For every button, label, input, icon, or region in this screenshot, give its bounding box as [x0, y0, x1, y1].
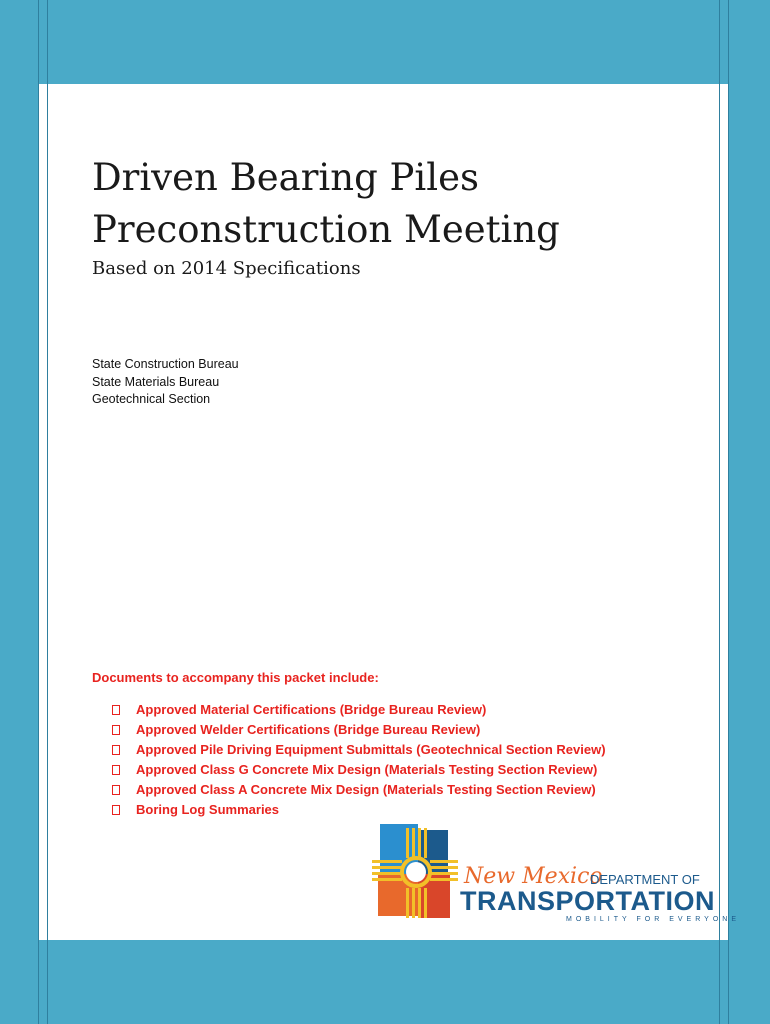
document-item — [112, 760, 606, 780]
document-item — [112, 700, 606, 720]
documents-heading: Documents to accompany this packet include: — [92, 670, 379, 685]
title-line-1: Driven Bearing Piles — [92, 156, 479, 199]
document-item-label: Approved Class G Concrete Mix Design (Materials Testing Section Review) — [136, 762, 598, 777]
document-item-label: Boring Log Summaries — [136, 802, 280, 817]
document-subtitle: Based on 2014 Specifications — [92, 258, 361, 279]
document-item-label: Approved Material Certifications (Bridge Bureau Review) — [136, 702, 487, 717]
logo-tagline: MOBILITY FOR EVERYONE — [566, 916, 740, 923]
top-border-band — [0, 0, 770, 84]
logo-agency: TRANSPORTATION — [460, 886, 715, 916]
left-border-band — [0, 84, 38, 940]
document-item — [112, 720, 606, 740]
right-border-rule-inner — [719, 0, 720, 1024]
bureau-item: State Construction Bureau — [92, 357, 239, 371]
bureau-list — [92, 356, 239, 409]
document-item — [112, 780, 606, 800]
bullet-box-icon — [112, 785, 120, 795]
left-border-rule — [38, 0, 39, 1024]
documents-list — [112, 700, 606, 820]
document-title — [92, 152, 560, 256]
bullet-box-icon — [112, 805, 120, 815]
logo-department: DEPARTMENT OF — [590, 872, 700, 887]
document-item — [112, 800, 606, 820]
logo-state-name: New Mexico — [464, 864, 603, 889]
bullet-box-icon — [112, 705, 120, 715]
right-border-band — [729, 84, 770, 940]
bullet-box-icon — [112, 765, 120, 775]
right-border-rule — [728, 0, 729, 1024]
bullet-box-icon — [112, 745, 120, 755]
document-item-label: Approved Class A Concrete Mix Design (Materials Testing Section Review) — [136, 782, 596, 797]
zia-sun-icon — [370, 822, 460, 922]
bureau-item: Geotechnical Section — [92, 392, 211, 406]
document-item — [112, 740, 606, 760]
bottom-border-band — [0, 940, 770, 1024]
bureau-item: State Materials Bureau — [92, 374, 220, 389]
left-border-rule-inner — [47, 0, 48, 1024]
title-line-2: Preconstruction Meeting — [92, 208, 560, 251]
bullet-box-icon — [112, 725, 120, 735]
document-item-label: Approved Pile Driving Equipment Submittals (Geotechnical Section Review) — [136, 742, 606, 757]
document-item-label: Approved Welder Certifications (Bridge Bureau Review) — [136, 722, 481, 737]
